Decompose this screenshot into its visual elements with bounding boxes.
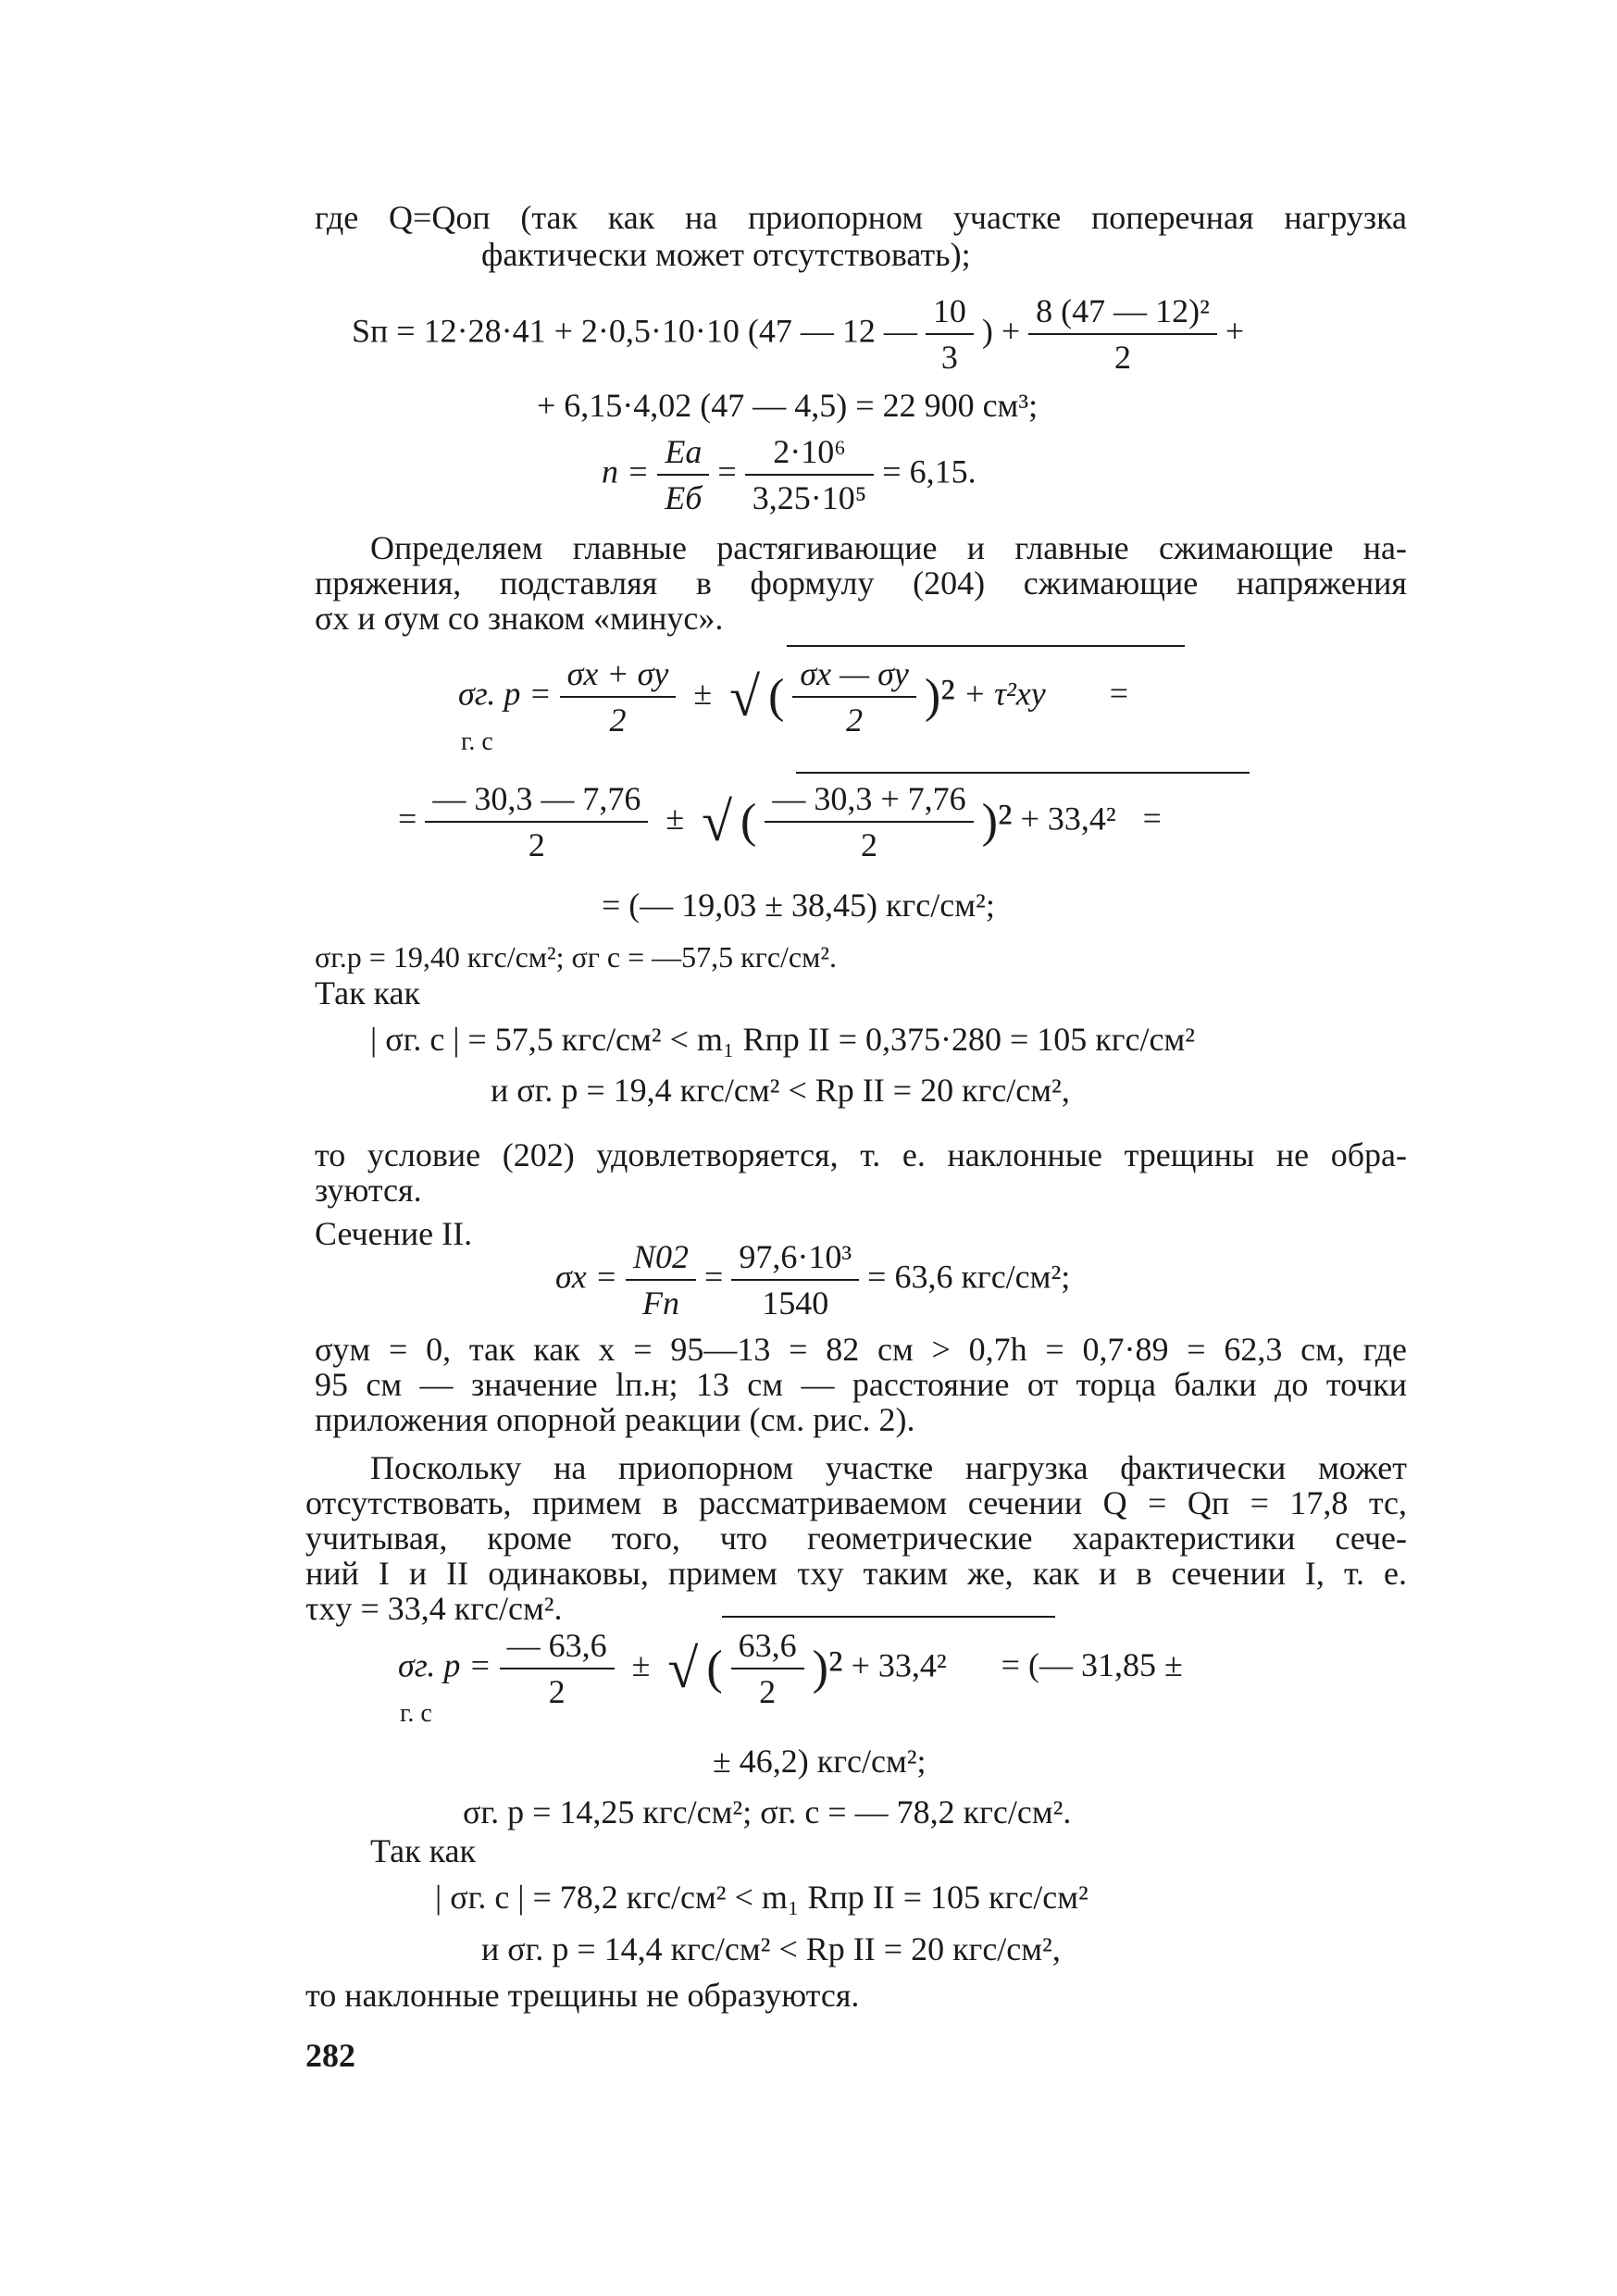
eq-main-lhs-sub: г. с — [461, 727, 493, 756]
conclusion-1-line-2: зуются. — [315, 1172, 422, 1209]
eq-main-pm: ± — [693, 675, 713, 713]
eq-sub1 — [398, 782, 1162, 862]
eq-n-frac2-num: 2·10⁶ — [745, 435, 875, 476]
eq-n-rhs: = 6,15. — [882, 453, 976, 490]
condition-1-line-1: | σг. с | = 57,5 кгс/см² < m₁ Rпр II = 0,375·280 = 105 кгс/см² — [370, 1021, 1196, 1058]
eq-n-frac2-den: 3,25·10⁵ — [752, 479, 867, 516]
eq-sn-lhs: Sп = 12·28·41 + 2·0,5·10·10 (47 — 12 — — [352, 312, 917, 350]
sqrt-icon: √ — [729, 666, 761, 727]
eq-main-2-rad-den: 2 — [759, 1673, 777, 1710]
para2-line-2: 95 см — значение lп.н; 13 см — расстояние от торца балки до точки — [315, 1366, 1407, 1403]
sqrt-bar — [722, 1616, 1055, 1618]
paren-close-icon: )² — [924, 670, 955, 723]
eq-sigma-x-frac1-den: Fп — [642, 1285, 680, 1322]
eq-sn-frac1 — [926, 294, 974, 374]
eq-sigma-x-frac2 — [731, 1240, 859, 1320]
eq-sub1-result: = (— 19,03 ± 38,45) кгс/см²; — [602, 887, 995, 924]
eq-sub1-rad-tail: + 33,4² — [1020, 800, 1116, 838]
eq-main-2-frac — [500, 1629, 615, 1708]
eq-sigma-x — [555, 1240, 1070, 1320]
para3-line-3: учитывая, кроме того, что геометрические характеристики сече- — [305, 1520, 1407, 1557]
eq-sub1-rad-num: — 30,3 + 7,76 — [765, 782, 973, 823]
eq-main-2 — [398, 1629, 1183, 1708]
eq-n-frac1 — [657, 435, 709, 515]
condition-2-line-1: | σг. с | = 78,2 кгс/см² < m₁ Rпр II = 105 кгс/см² — [435, 1879, 1088, 1916]
eq-sigma-x-frac2-den: 1540 — [762, 1285, 829, 1322]
eq-sn-frac2-num: 8 (47 — 12)² — [1028, 294, 1217, 335]
condition-1-line-2: и σг. р = 19,4 кгс/см² < Rр II = 20 кгс/см², — [491, 1072, 1070, 1109]
eq-main-rad-frac — [792, 657, 915, 737]
para1-line-1: Определяем главные растягивающие и главные сжимающие на- — [370, 529, 1407, 566]
eq-main-eq: = — [1109, 675, 1129, 713]
sqrt-bar — [787, 645, 1185, 647]
eq-sigma-x-eq: = — [704, 1258, 724, 1296]
conclusion-1-line-1: то условие (202) удовлетворяется, т. е. наклонные трещины не обра- — [315, 1136, 1407, 1173]
eq-sub1-frac-den: 2 — [528, 826, 545, 863]
eq-main-2-frac-num: — 63,6 — [500, 1629, 615, 1669]
eq-main-lhs: σг. р = — [458, 675, 552, 713]
values-2: σг. р = 14,25 кгс/см²; σг. с = — 78,2 кгс/см². — [463, 1793, 1072, 1831]
eq-sn-line-2: + 6,15·4,02 (47 — 4,5) = 22 900 см³; — [537, 387, 1039, 424]
eq-sigma-x-lhs: σx = — [555, 1258, 618, 1296]
eq-sub1-rad-frac — [765, 782, 973, 862]
eq-main-2-lhs-sub: г. с — [400, 1699, 432, 1728]
eq-n-lhs: n = — [602, 453, 650, 490]
eq-sn-frac2-den: 2 — [1114, 339, 1132, 376]
eq-n — [602, 435, 976, 515]
eq-sigma-x-frac2-num: 97,6·10³ — [731, 1240, 859, 1281]
para3-line-2: отсутствовать, примем в рассматриваемом сечении Q = Qп = 17,8 тс, — [305, 1484, 1407, 1521]
eq-n-frac1-num: Eа — [657, 435, 709, 476]
conclusion-2: то наклонные трещины не образуются. — [305, 1977, 860, 2014]
eq-main-frac-num: σx + σy — [560, 657, 677, 698]
para2-line-1: σyм = 0, так как x = 95—13 = 82 см > 0,7h = 0,7·89 = 62,3 см, где — [315, 1331, 1407, 1368]
paren-open-icon: ( — [740, 795, 757, 848]
eq-sub1-lead: = — [398, 800, 417, 838]
values-1: σг.р = 19,40 кгс/см²; σг с = —57,5 кгс/см². — [315, 940, 837, 974]
para2-line-3: приложения опорной реакции (см. рис. 2). — [315, 1401, 915, 1438]
sqrt-bar — [796, 772, 1250, 774]
eq-n-eq: = — [717, 453, 737, 490]
eq-main-rad-den: 2 — [846, 701, 864, 738]
eq-main-2-rhs: = (— 31,85 ± — [1001, 1646, 1183, 1684]
eq-sub1-frac — [425, 782, 648, 862]
para3-line-4: ний I и II одинаковы, примем τxy таким же, как и в сечении I, т. е. — [305, 1555, 1407, 1592]
eq-sn-mid: ) + — [981, 312, 1021, 350]
paren-open-icon: ( — [768, 670, 785, 723]
eq-sub1-frac-num: — 30,3 — 7,76 — [425, 782, 648, 823]
eq-sn-frac2 — [1028, 294, 1217, 374]
eq-main-2-rad-num: 63,6 — [731, 1629, 804, 1669]
eq-main-2-lhs: σг. р = — [398, 1646, 491, 1684]
eq-sigma-x-frac1-num: N02 — [626, 1240, 696, 1281]
eq-main-rad-tail: + τ²xy — [963, 675, 1046, 713]
eq-main-frac-den: 2 — [609, 701, 627, 738]
section-2-title: Сечение II. — [315, 1215, 473, 1252]
eq-main-frac — [560, 657, 677, 737]
eq-sub1-pm: ± — [665, 800, 685, 838]
eq-main-rad-num: σx — σy — [792, 657, 915, 698]
paren-close-icon: )² — [812, 1642, 843, 1694]
eq-sn — [352, 294, 1244, 374]
eq-main — [458, 657, 1128, 737]
tak-kak-1: Так как — [315, 974, 420, 1011]
condition-2-line-2: и σг. р = 14,4 кгс/см² < Rр II = 20 кгс/см², — [481, 1930, 1061, 1967]
eq-sn-frac1-den: 3 — [940, 339, 958, 376]
intro-line-1: где Q=Qоп (так как на приопорном участке поперечная нагрузка — [315, 199, 1407, 236]
eq-main-2-rad-tail: + 33,4² — [851, 1646, 947, 1684]
page-number: 282 — [305, 2037, 355, 2074]
intro-line-2: фактически может отсутствовать); — [481, 236, 971, 273]
eq-main-2-line-2: ± 46,2) кгс/см²; — [713, 1743, 927, 1780]
sqrt-icon: √ — [667, 1638, 699, 1699]
eq-sigma-x-frac1 — [626, 1240, 696, 1320]
eq-sub1-eq: = — [1142, 800, 1162, 838]
eq-sigma-x-rhs: = 63,6 кгс/см²; — [867, 1258, 1071, 1296]
para3-line-1: Поскольку на приопорном участке нагрузка фактически может — [370, 1449, 1407, 1486]
paren-open-icon: ( — [706, 1642, 723, 1694]
eq-main-2-rad-frac — [731, 1629, 804, 1708]
para1-line-3: σx и σyм со знаком «минус». — [315, 600, 724, 637]
eq-n-frac2 — [745, 435, 875, 515]
para3-line-5: τxy = 33,4 кгс/см². — [305, 1590, 563, 1627]
eq-main-2-pm: ± — [631, 1646, 651, 1684]
para1-line-2: пряжения, подставляя в формулу (204) сжимающие напряжения — [315, 565, 1407, 602]
eq-sn-tail: + — [1225, 312, 1245, 350]
paren-close-icon: )² — [981, 795, 1013, 848]
eq-sn-frac1-num: 10 — [926, 294, 974, 335]
sqrt-icon: √ — [702, 791, 733, 852]
eq-sub1-rad-den: 2 — [861, 826, 877, 863]
tak-kak-2: Так как — [370, 1832, 476, 1869]
eq-main-2-frac-den: 2 — [548, 1673, 566, 1710]
eq-n-frac1-den: Eб — [665, 479, 703, 516]
